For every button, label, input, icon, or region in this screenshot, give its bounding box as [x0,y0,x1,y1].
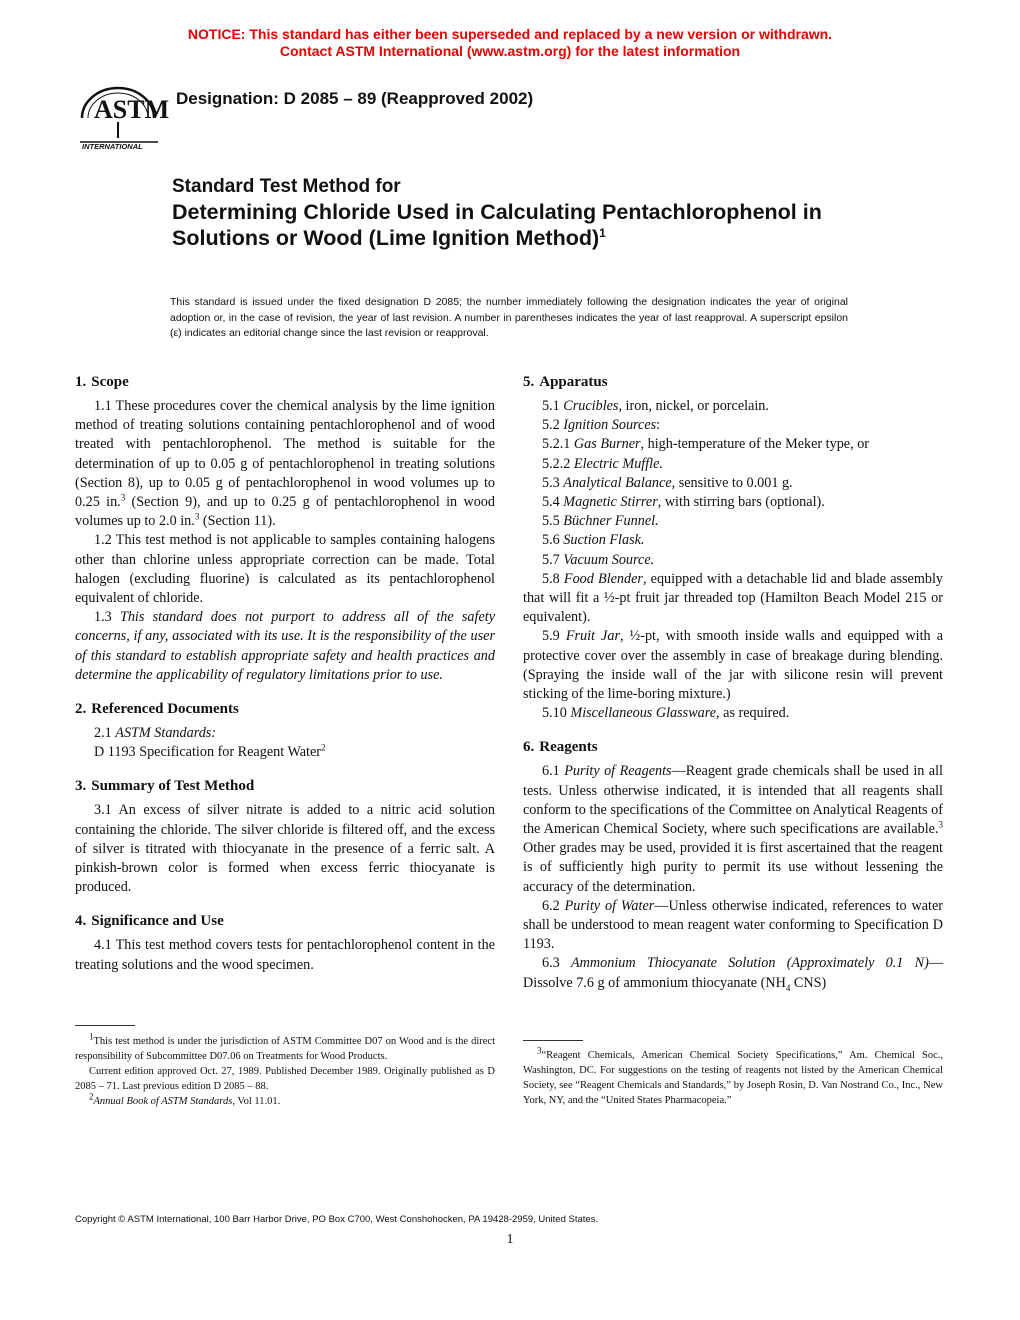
apparatus-item: 5.2 Ignition Sources: [542,417,661,434]
notice-line-2: Contact ASTM International (www.astm.org) for the latest information [279,43,741,59]
footnote-rule-left [75,1025,135,1026]
paragraph-6-1: 6.1 Purity of Reagents—Reagent grade chemicals shall be used in all tests. Unless otherwise indicated, it is intended that all reagents shall conform to the specifications of the Committee on Analytical Reagents of the American Chemical Society, where such specifications are available.$^3$ Other grades may be used, provided it is first ascertained that the reagent is of sufficiently high purity to permit its use without lessening the accuracy of the determination. [523,763,943,895]
apparatus-item: 5.10 Miscellaneous Glassware, as required. [542,705,790,722]
apparatus-item: 5.1 Crucibles, iron, nickel, or porcelain. [542,398,769,414]
section-heading-apparatus: 5. Apparatus [523,374,608,390]
withdrawal-notice [0,26,1020,60]
apparatus-item: 5.8 Food Blender, equipped with a detachable lid and blade assembly that will fit a ½-pt fruit jar threaded top (Hamilton Beach Model 215 or equivalent). [523,570,943,626]
right-column [523,372,943,993]
footnote-3: $^3$“Reagent Chemicals, American Chemical Society Specifications,” Am. Chemical Soc., Washington, DC. For suggestions on the testing of reagents not listed by the American Chemical Society, see “Reagent Chemicals and Standards,” by Joseph Rosin, D. Van Nostrand Co., Inc., New York, NY, and the “United States Pharmacopeia.” [523,1045,943,1106]
title-main-text: Determining Chloride Used in Calculating Pentachlorophenol in Solutions or Wood (Lime Ignition Method) [172,200,822,250]
apparatus-list [523,397,943,723]
section-heading-summary: 3. Summary of Test Method [75,778,255,795]
designation: Designation: D 2085 – 89 (Reapproved 2002) [176,89,534,108]
apparatus-item: 5.9 Fruit Jar, ½-pt, with smooth inside walls and equipped with a protective cover over the assembly in case of breakage during blending. (Spraying the inside wall of the jar with silicone resin will prevent sticking of the lime-boring mixture.) [523,628,944,703]
footnotes-left [75,1031,495,1109]
section-heading-reagents: 6. Reagents [523,739,598,756]
footnotes-right [523,1045,943,1108]
footnote-edition: Current edition approved Oct. 27, 1989. Published December 1989. Originally published as D 2085 – 71. Last previous edition D 2085 – 88. [75,1066,495,1092]
referenced-document-d1193: D 1193 Specification for Reagent Water$^2$ [94,742,326,761]
apparatus-item: 5.2.2 Electric Muffle. [542,455,663,472]
paragraph-4-1: 4.1 This test method covers tests for pentachlorophenol content in the treating solutions and the wood specimen. [75,937,495,973]
footnote-rule-right [523,1040,583,1041]
logo-subtext: INTERNATIONAL [82,142,143,151]
section-heading-referenced-documents: 2. Referenced Documents [75,701,239,718]
paragraph-6-3: 6.3 Ammonium Thiocyanate Solution (Approximately 0.1 N)—Dissolve 7.6 g of ammonium thiocyanate ($NH_4$ CNS) [523,955,944,993]
astm-logo-icon [78,78,170,151]
logo-text: ASTM [94,95,170,124]
astm-logo [78,78,170,151]
apparatus-item: 5.3 Analytical Balance, sensitive to 0.001 g. [542,474,793,491]
title-footnote-ref: 1 [599,225,606,240]
apparatus-item: 5.4 Magnetic Stirrer, with stirring bars (optional). [542,494,825,511]
paragraph-1-3: 1.3 This standard does not purport to address all of the safety concerns, if any, associated with its use. It is the responsibility of the user of this standard to establish appropriate safety and health practices and determine the applicability of regulatory limitations prior to use. [75,609,495,683]
notice-line-1: NOTICE: This standard has either been superseded and replaced by a new version or withdrawn. [187,26,833,42]
issue-note: This standard is issued under the fixed designation D 2085; the number immediately following the designation indicates the year of original adoption or, in the case of revision, the year of last revision. A number in parentheses indicates the year of last reapproval. A superscript epsilon (ε) indicates an editorial change since the last revision or reapproval. [170,296,848,339]
copyright: Copyright © ASTM International, 100 Barr Harbor Drive, PO Box C700, West Conshohocken, PA 19428-2959, United States. [75,1214,599,1225]
footnote-2: $^2$Annual Book of ASTM Standards, Vol 11.01. [89,1091,281,1107]
footnote-1: $^1$This test method is under the jurisdiction of ASTM Committee D07 on Wood and is the direct responsibility of Subcommittee D07.06 on Treatments for Wood Products. [75,1031,495,1062]
paragraph-3-1: 3.1 An excess of silver nitrate is added to a nitric acid solution containing the chloride. The silver chloride is filtered off, and the excess of silver is titrated with thiocyanate in the presence of a ferric salt. A pinkish-brown color is formed when excess ferric thiocyanate is produced. [75,802,495,896]
paragraph-1-2: 1.2 This test method is not applicable to samples containing halogens other than chlorine unless appropriate correction can be made. Total halogen (excluding fluorine) is calculated as its pentachlorophenol equivalent of chloride. [75,532,495,607]
apparatus-item: 5.7 Vacuum Source. [542,551,655,568]
title-main [172,199,832,251]
apparatus-item: 5.2.1 Gas Burner, high-temperature of the Meker type, or [542,436,870,453]
paragraph-2-1: 2.1 ASTM Standards: [94,725,217,742]
page-number: 1 [506,1232,514,1247]
title-prefix: Standard Test Method for [172,176,401,197]
document-title [172,175,832,251]
apparatus-item: 5.6 Suction Flask. [542,532,645,549]
apparatus-item: 5.5 Büchner Funnel. [542,513,659,530]
paragraph-1-1: 1.1 These procedures cover the chemical analysis by the lime ignition method of treating solutions containing pentachlorophenol and of wood treated with pentachlorophenol. The method is suitable for the determination of up to 0.05 g of pentachlorophenol in treating solutions (Section 8), up to 0.05 g of pentachlorophenol in wood volumes up to 0.25 in.$^3$ (Section 9), and up to 0.25 g of pentachlorophenol in wood volumes up to 2.0 in.$^3$ (Section 11). [75,398,495,530]
section-heading-scope: 1. Scope [75,374,129,390]
left-column [75,372,495,975]
section-heading-significance: 4. Significance and Use [75,913,224,930]
paragraph-6-2: 6.2 Purity of Water—Unless otherwise indicated, references to water shall be understood to mean reagent water conforming to Specification D 1193. [523,897,944,953]
